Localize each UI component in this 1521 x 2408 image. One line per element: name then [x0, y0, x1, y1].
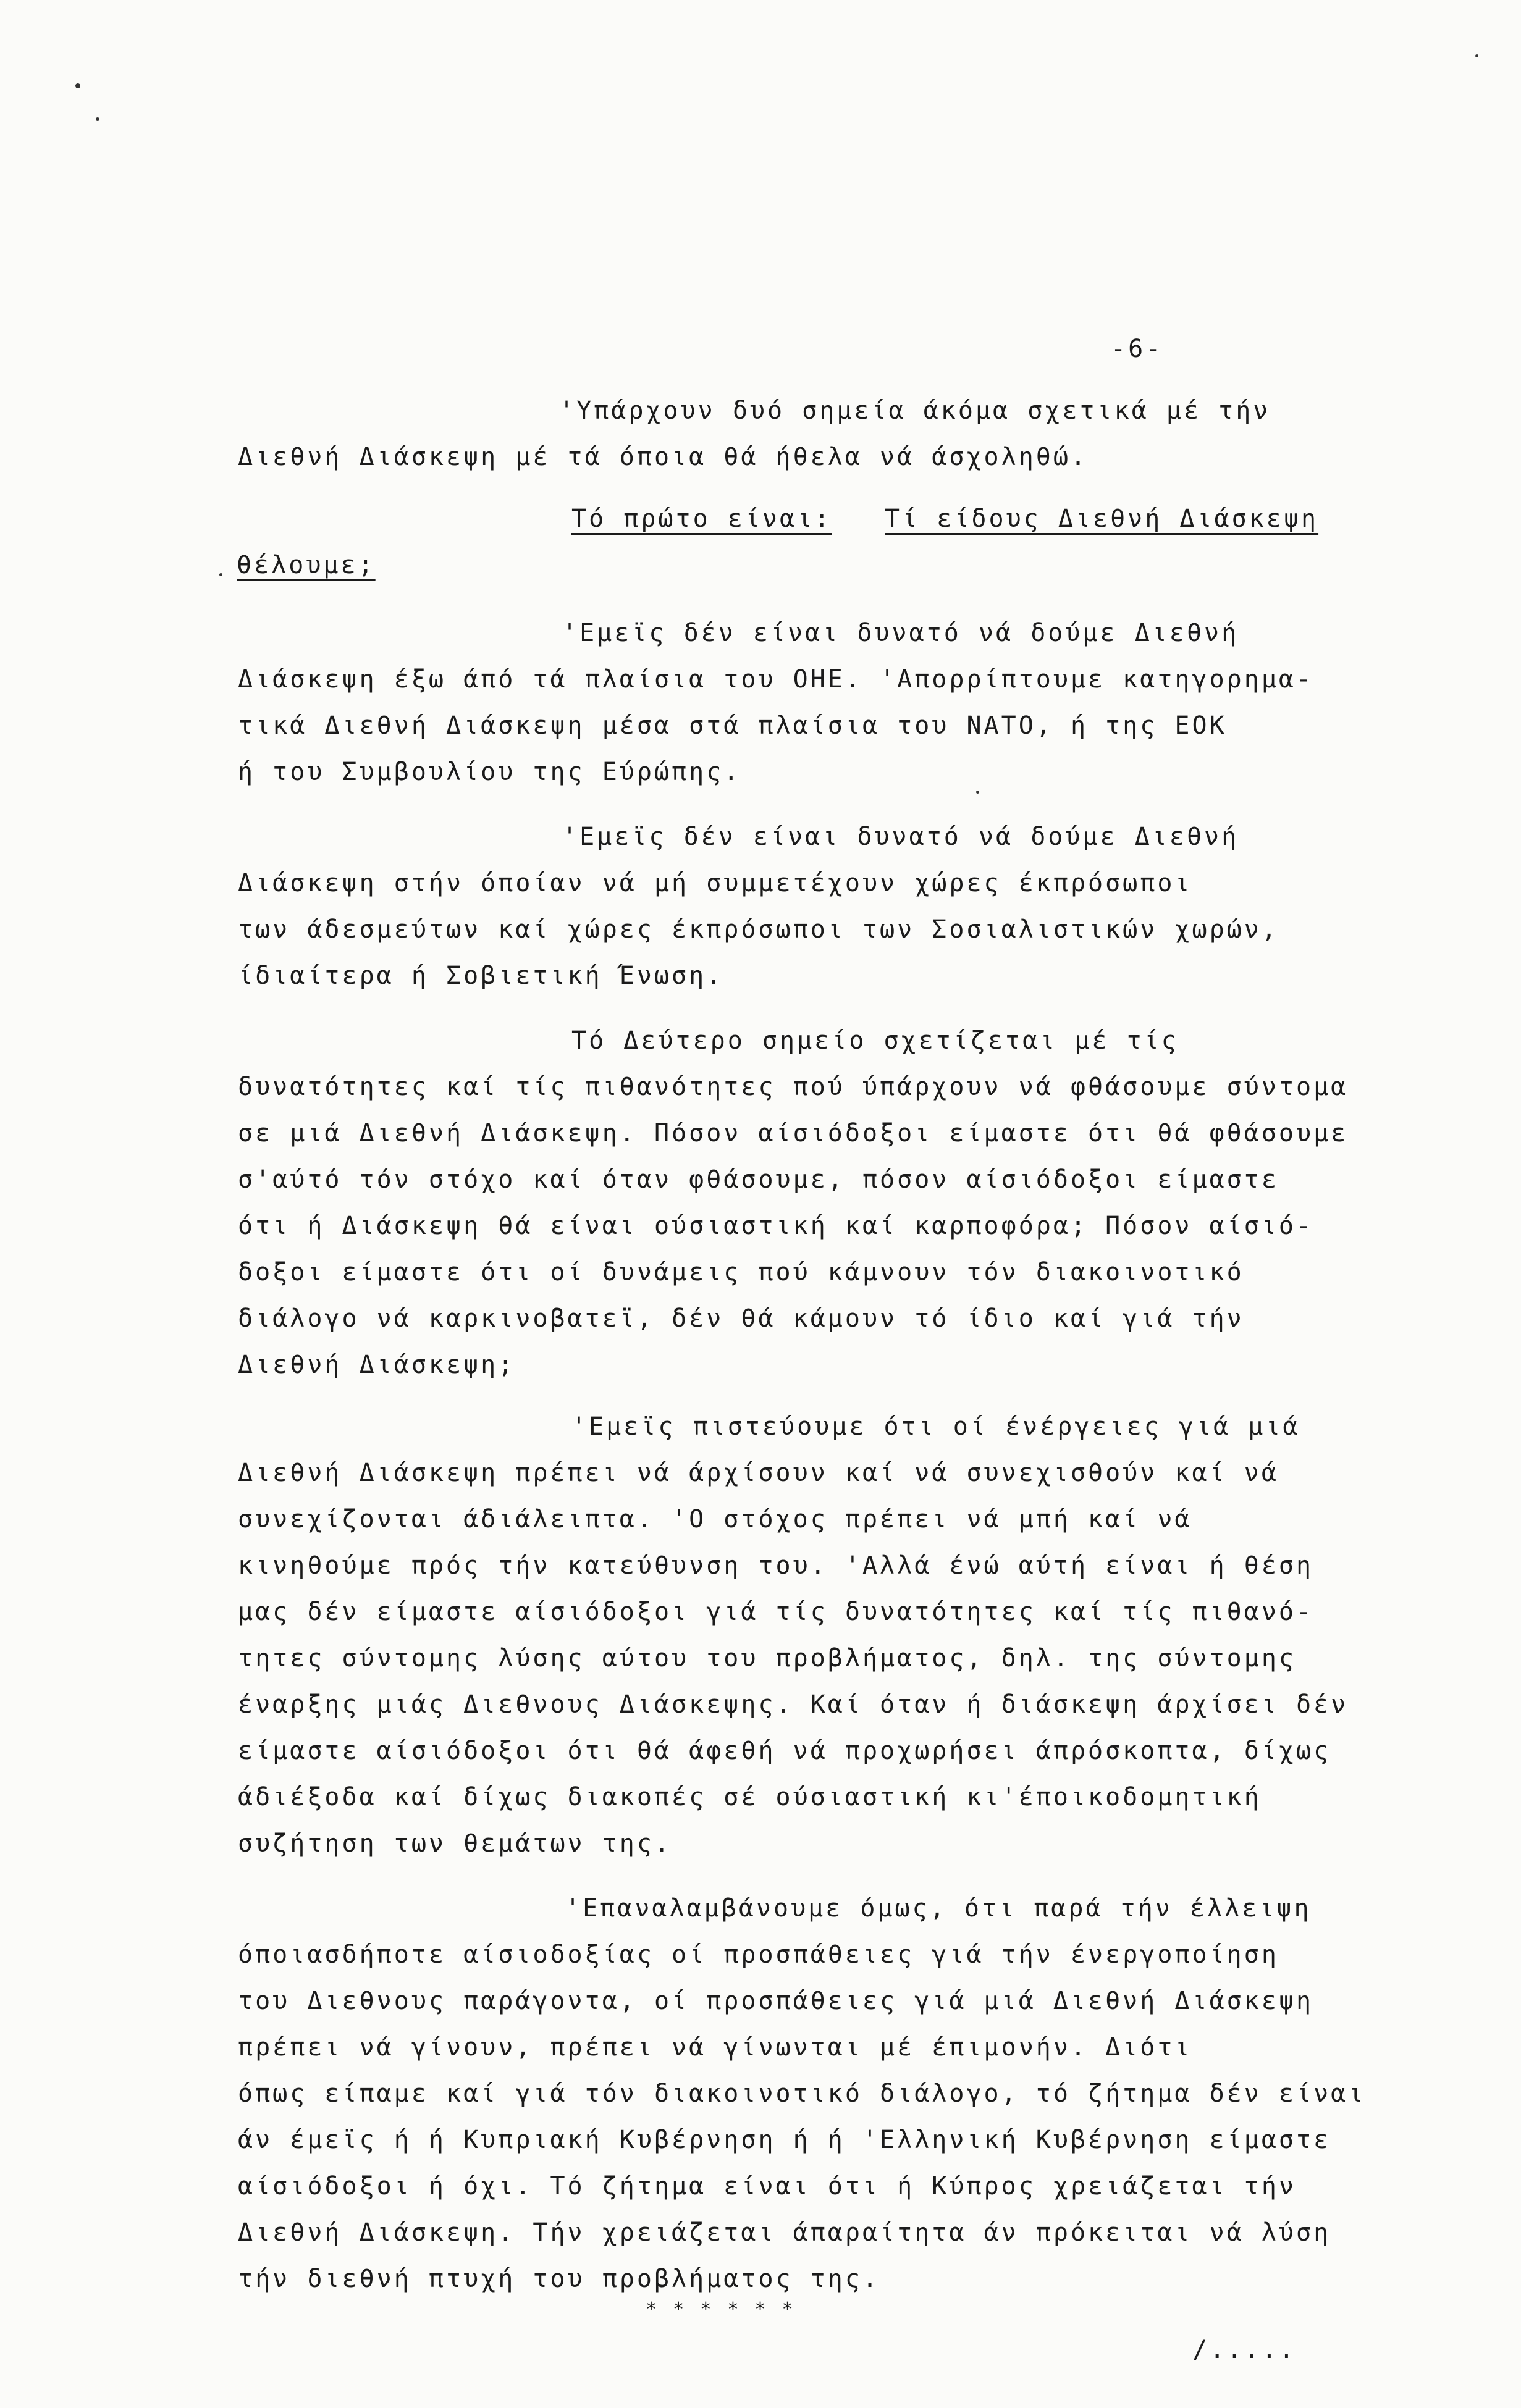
- paragraph-5-line-8: Διεθνή Διάσκεψη;: [238, 1351, 516, 1379]
- paragraph-4-line-4: ίδιαίτερα ή Σοβιετική Ένωση.: [238, 962, 724, 990]
- scan-speck: [976, 791, 979, 794]
- paragraph-5-line-1: Τό Δεύτερο σημείο σχετίζεται μέ τίς: [571, 1026, 1179, 1055]
- paragraph-6-line-6: τητες σύντομης λύσης αύτου του προβλήματος, δηλ. της σύντομης: [238, 1644, 1297, 1672]
- paragraph-1-line-1: 'Υπάρχουν δυό σημεία άκόμα σχετικά μέ τήν: [559, 396, 1271, 425]
- paragraph-7-line-2: όποιασδήποτε αίσιοδοξίας οί προσπάθειες γιά τήν ένεργοποίηση: [238, 1940, 1279, 1969]
- scan-speck: [96, 117, 99, 121]
- paragraph-6-line-5: μας δέν είμαστε αίσιόδοξοι γιά τίς δυνατότητες καί τίς πιθανό-: [238, 1598, 1314, 1626]
- paragraph-5-line-4: σ'αύτό τόν στόχο καί όταν φθάσουμε, πόσον αίσιόδοξοι είμαστε: [238, 1165, 1279, 1194]
- heading-question-cont: θέλουμε;: [237, 551, 376, 579]
- paragraph-6-line-10: συζήτηση των θεμάτων της.: [238, 1829, 672, 1858]
- paragraph-7-line-3: του Διεθνους παράγοντα, οί προσπάθειες γιά μιά Διεθνή Διάσκεψη: [238, 1987, 1314, 2015]
- paragraph-5-line-6: δοξοι είμαστε ότι οί δυνάμεις πού κάμνουν τόν διακοινοτικό: [238, 1258, 1244, 1286]
- paragraph-5-line-2: δυνατότητες καί τίς πιθανότητες πού ύπάρχουν νά φθάσουμε σύντομα: [238, 1073, 1349, 1101]
- paragraph-3-line-2: Διάσκεψη έξω άπό τά πλαίσια του ΟΗΕ. 'Απορρίπτουμε κατηγορημα-: [238, 665, 1314, 694]
- paragraph-6-line-3: συνεχίζονται άδιάλειπτα. 'Ο στόχος πρέπει νά μπή καί νά: [238, 1505, 1192, 1533]
- paragraph-3-line-3: τικά Διεθνή Διάσκεψη μέσα στά πλαίσια του ΝΑΤΟ, ή της ΕΟΚ: [238, 711, 1227, 740]
- paragraph-7-line-1: 'Επαναλαμβάνουμε όμως, ότι παρά τήν έλλειψη: [565, 1894, 1312, 1923]
- paragraph-6-line-9: άδιέξοδα καί δίχως διακοπές σέ ούσιαστική κι'έποικοδομητική: [238, 1783, 1262, 1811]
- paragraph-4-line-1: 'Εμεϊς δέν είναι δυνατό νά δούμε Διεθνή: [562, 823, 1239, 851]
- paragraph-5-line-7: διάλογο νά καρκινοβατεϊ, δέν θά κάμουν τό ίδιο καί γιά τήν: [238, 1304, 1244, 1333]
- scan-speck: [75, 83, 80, 88]
- paragraph-7-line-4: πρέπει νά γίνουν, πρέπει νά γίνωνται μέ έπιμονήν. Διότι: [238, 2033, 1192, 2062]
- paragraph-6-line-1: 'Εμεϊς πιστεύουμε ότι οί ένέργειες γιά μιά: [571, 1412, 1300, 1441]
- paragraph-7-line-8: Διεθνή Διάσκεψη. Τήν χρειάζεται άπαραίτητα άν πρόκειται νά λύση: [238, 2218, 1331, 2247]
- paragraph-6-line-8: είμαστε αίσιόδοξοι ότι θά άφεθή νά προχωρήσει άπρόσκοπτα, δίχως: [238, 1737, 1331, 1765]
- paragraph-3-line-1: 'Εμεϊς δέν είναι δυνατό νά δούμε Διεθνή: [562, 619, 1239, 647]
- paragraph-4-line-2: Διάσκεψη στήν όποίαν νά μή συμμετέχουν χώρες έκπρόσωποι: [238, 869, 1192, 897]
- paragraph-4-line-3: των άδεσμεύτων καί χώρες έκπρόσωποι των Σοσιαλιστικών χωρών,: [238, 915, 1279, 944]
- paragraph-7-line-5: όπως είπαμε καί γιά τόν διακοινοτικό διάλογο, τό ζήτημα δέν είναι: [238, 2079, 1366, 2108]
- page-number: -6-: [1111, 335, 1163, 363]
- paragraph-5-line-3: σε μιά Διεθνή Διάσκεψη. Πόσον αίσιόδοξοι είμαστε ότι θά φθάσουμε: [238, 1119, 1349, 1147]
- scan-speck: [219, 573, 222, 576]
- scan-speck: [1475, 54, 1478, 57]
- heading-question: Τί είδους Διεθνή Διάσκεψη: [885, 505, 1319, 533]
- heading-first-point: Τό πρώτο είναι:: [571, 505, 832, 533]
- paragraph-7-line-7: αίσιόδοξοι ή όχι. Τό ζήτημα είναι ότι ή Κύπρος χρειάζεται τήν: [238, 2172, 1297, 2200]
- paragraph-6-line-4: κινηθούμε πρός τήν κατεύθυνση του. 'Αλλά ένώ αύτή είναι ή θέση: [238, 1551, 1314, 1580]
- paragraph-3-line-4: ή του Συμβουλίου της Εύρώπης.: [238, 758, 741, 786]
- paragraph-1-line-2: Διεθνή Διάσκεψη μέ τά όποια θά ήθελα νά άσχοληθώ.: [238, 443, 1089, 471]
- paragraph-6-line-2: Διεθνή Διάσκεψη πρέπει νά άρχίσουν καί νά συνεχισθούν καί νά: [238, 1459, 1279, 1487]
- continuation-mark: /.....: [1192, 2336, 1297, 2364]
- paragraph-7-line-6: άν έμεϊς ή ή Κυπριακή Κυβέρνηση ή ή 'Ελληνική Κυβέρνηση είμαστε: [238, 2126, 1331, 2154]
- paragraph-7-line-9: τήν διεθνή πτυχή του προβλήματος της.: [238, 2265, 880, 2293]
- paragraph-6-line-7: έναρξης μιάς Διεθνους Διάσκεψης. Καί όταν ή διάσκεψη άρχίσει δέν: [238, 1690, 1349, 1719]
- paragraph-5-line-5: ότι ή Διάσκεψη θά είναι ούσιαστική καί καρποφόρα; Πόσον αίσιό-: [238, 1212, 1314, 1240]
- asterisk-separator: * * * * * *: [646, 2299, 796, 2320]
